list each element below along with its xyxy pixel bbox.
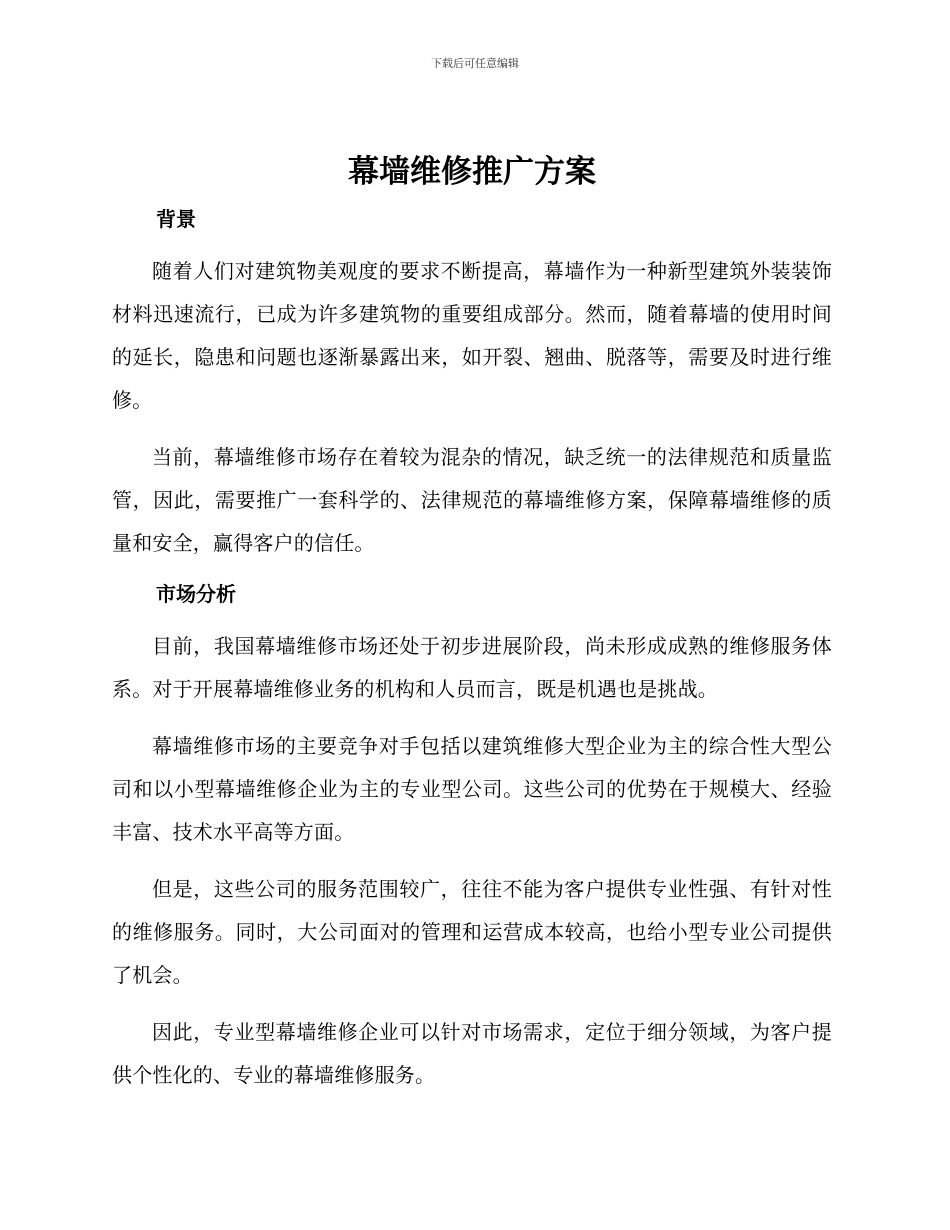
paragraph: 幕墙维修市场的主要竞争对手包括以建筑维修大型企业为主的综合性大型公司和以小型幕墙维修企业为主的专业型公司。这些公司的优势在于规模大、经验丰富、技术水平高等方面。: [112, 734, 832, 844]
section-heading-background: 背景: [156, 207, 196, 231]
paragraph: 因此，专业型幕墙维修企业可以针对市场需求，定位于细分领域，为客户提供个性化的、专业的幕墙维修服务。: [112, 1020, 832, 1087]
paragraph: 当前，幕墙维修市场存在着较为混杂的情况，缺乏统一的法律规范和质量监管，因此，需要推广一套科学的、法律规范的幕墙维修方案，保障幕墙维修的质量和安全，赢得客户的信任。: [112, 445, 832, 555]
paragraph: 但是，这些公司的服务范围较广，往往不能为客户提供专业性强、有针对性的维修服务。同时，大公司面对的管理和运营成本较高，也给小型专业公司提供了机会。: [112, 877, 832, 987]
section-background: [112, 204, 832, 565]
paragraph: 随着人们对建筑物美观度的要求不断提高，幕墙作为一种新型建筑外装装饰材料迅速流行，已成为许多建筑物的重要组成部分。然而，随着幕墙的使用时间的延长，隐患和问题也逐渐暴露出来，如开裂、翘曲、脱落等，需要及时进行维修。: [112, 259, 832, 412]
document-title: 幕墙维修推广方案: [348, 154, 596, 190]
paragraph: 目前，我国幕墙维修市场还处于初步进展阶段，尚未形成成熟的维修服务体系。对于开展幕墙维修业务的机构和人员而言，既是机遇也是挑战。: [112, 634, 832, 701]
page-header-note: 下载后可任意编辑: [431, 57, 519, 70]
document-body: [112, 150, 832, 1111]
section-heading-market-analysis: 市场分析: [156, 582, 236, 606]
section-market-analysis: [112, 579, 832, 1097]
